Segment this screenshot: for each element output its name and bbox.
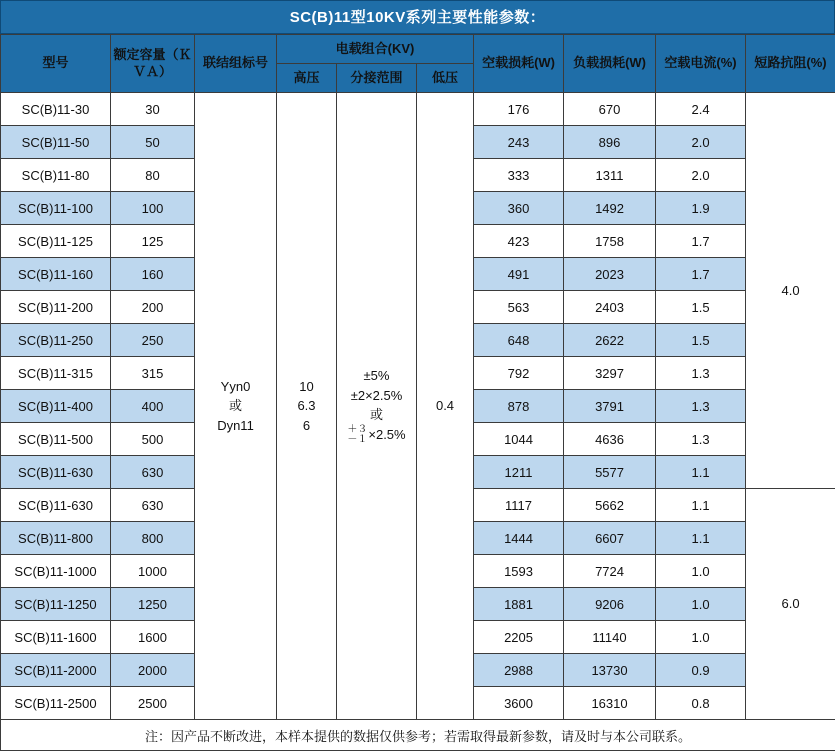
cell-no-load-current: 2.4 xyxy=(656,93,746,126)
cell-no-load-loss: 3600 xyxy=(474,687,564,720)
cell-load-loss: 5662 xyxy=(564,489,656,522)
cell-load-loss: 1311 xyxy=(564,159,656,192)
cell-load-loss: 896 xyxy=(564,126,656,159)
cell-capacity: 125 xyxy=(111,225,195,258)
cell-load-loss: 670 xyxy=(564,93,656,126)
cell-no-load-loss: 243 xyxy=(474,126,564,159)
cell-model: SC(B)11-100 xyxy=(1,192,111,225)
header-model: 型号 xyxy=(1,35,111,93)
cell-tap-range-merged xyxy=(337,93,417,720)
cell-model: SC(B)11-1600 xyxy=(1,621,111,654)
cell-no-load-loss: 563 xyxy=(474,291,564,324)
cell-load-loss: 6607 xyxy=(564,522,656,555)
tap-range-fraction-top: ＋３ xyxy=(347,425,367,436)
cell-no-load-loss: 491 xyxy=(474,258,564,291)
cell-no-load-current: 1.1 xyxy=(656,522,746,555)
cell-capacity: 1600 xyxy=(111,621,195,654)
cell-model: SC(B)11-800 xyxy=(1,522,111,555)
spec-table xyxy=(0,34,835,751)
cell-model: SC(B)11-400 xyxy=(1,390,111,423)
tap-range-fraction xyxy=(347,425,367,446)
cell-no-load-current: 1.3 xyxy=(656,423,746,456)
cell-no-load-current: 1.5 xyxy=(656,291,746,324)
cell-model: SC(B)11-1250 xyxy=(1,588,111,621)
cell-connection-merged xyxy=(195,93,277,720)
cell-no-load-loss: 1593 xyxy=(474,555,564,588)
cell-no-load-current: 2.0 xyxy=(656,126,746,159)
cell-model: SC(B)11-500 xyxy=(1,423,111,456)
header-load-loss: 负载损耗(W) xyxy=(564,35,656,93)
cell-capacity: 2000 xyxy=(111,654,195,687)
cell-capacity: 315 xyxy=(111,357,195,390)
cell-load-loss: 5577 xyxy=(564,456,656,489)
cell-model: SC(B)11-2500 xyxy=(1,687,111,720)
tap-range-line-4 xyxy=(337,425,416,446)
cell-model: SC(B)11-50 xyxy=(1,126,111,159)
cell-no-load-current: 1.7 xyxy=(656,258,746,291)
table-body xyxy=(1,93,835,751)
cell-model: SC(B)11-2000 xyxy=(1,654,111,687)
footnote-text: 注：因产品不断改进，本样本提供的数据仅供参考；若需取得最新参数，请及时与本公司联系。 xyxy=(1,720,835,751)
page-title: SC(B)11型10KV系列主要性能参数： xyxy=(0,0,835,34)
cell-no-load-current: 1.3 xyxy=(656,357,746,390)
header-connection: 联结组标号 xyxy=(195,35,277,93)
cell-capacity: 500 xyxy=(111,423,195,456)
cell-no-load-loss: 1444 xyxy=(474,522,564,555)
header-no-load-current: 空载电流(%) xyxy=(656,35,746,93)
connection-line-1: Yyn0 xyxy=(195,377,276,397)
cell-load-loss: 3297 xyxy=(564,357,656,390)
cell-capacity: 400 xyxy=(111,390,195,423)
cell-model: SC(B)11-315 xyxy=(1,357,111,390)
cell-model: SC(B)11-125 xyxy=(1,225,111,258)
header-voltage-group: 电载组合(KV) xyxy=(277,35,474,64)
cell-no-load-current: 1.1 xyxy=(656,489,746,522)
cell-capacity: 80 xyxy=(111,159,195,192)
cell-load-loss: 9206 xyxy=(564,588,656,621)
cell-no-load-loss: 2988 xyxy=(474,654,564,687)
table-row xyxy=(1,93,835,126)
connection-line-2: 或 xyxy=(195,396,276,416)
tap-range-line-1: ±5% xyxy=(337,366,416,386)
cell-load-loss: 3791 xyxy=(564,390,656,423)
cell-no-load-current: 1.0 xyxy=(656,588,746,621)
tap-range-fraction-tail: ×2.5% xyxy=(368,427,405,442)
cell-capacity: 250 xyxy=(111,324,195,357)
cell-capacity: 630 xyxy=(111,456,195,489)
cell-load-loss: 2403 xyxy=(564,291,656,324)
cell-capacity: 1000 xyxy=(111,555,195,588)
cell-no-load-current: 0.9 xyxy=(656,654,746,687)
tap-range-line-3: 或 xyxy=(337,405,416,425)
high-voltage-line-2: 6.3 xyxy=(277,396,336,416)
header-low-voltage: 低压 xyxy=(417,64,474,93)
cell-no-load-loss: 1044 xyxy=(474,423,564,456)
cell-no-load-current: 1.1 xyxy=(656,456,746,489)
cell-no-load-current: 1.9 xyxy=(656,192,746,225)
cell-load-loss: 2622 xyxy=(564,324,656,357)
header-short-circuit-impedance: 短路抗阻(%) xyxy=(746,35,835,93)
cell-load-loss: 13730 xyxy=(564,654,656,687)
cell-no-load-current: 2.0 xyxy=(656,159,746,192)
cell-no-load-loss: 2205 xyxy=(474,621,564,654)
cell-no-load-current: 1.5 xyxy=(656,324,746,357)
cell-no-load-loss: 360 xyxy=(474,192,564,225)
footnote-row xyxy=(1,720,835,751)
cell-model: SC(B)11-630 xyxy=(1,489,111,522)
cell-no-load-loss: 648 xyxy=(474,324,564,357)
cell-capacity: 800 xyxy=(111,522,195,555)
cell-capacity: 200 xyxy=(111,291,195,324)
cell-model: SC(B)11-200 xyxy=(1,291,111,324)
tap-range-fraction-bottom: －１ xyxy=(347,435,367,446)
cell-no-load-current: 0.8 xyxy=(656,687,746,720)
cell-load-loss: 4636 xyxy=(564,423,656,456)
cell-low-voltage-merged: 0.4 xyxy=(417,93,474,720)
cell-model: SC(B)11-1000 xyxy=(1,555,111,588)
cell-capacity: 1250 xyxy=(111,588,195,621)
cell-model: SC(B)11-80 xyxy=(1,159,111,192)
header-tap-range: 分接范围 xyxy=(337,64,417,93)
cell-model: SC(B)11-30 xyxy=(1,93,111,126)
cell-capacity: 2500 xyxy=(111,687,195,720)
cell-no-load-current: 1.3 xyxy=(656,390,746,423)
cell-no-load-loss: 333 xyxy=(474,159,564,192)
cell-no-load-loss: 1881 xyxy=(474,588,564,621)
cell-load-loss: 7724 xyxy=(564,555,656,588)
cell-no-load-current: 1.0 xyxy=(656,555,746,588)
cell-model: SC(B)11-630 xyxy=(1,456,111,489)
cell-model: SC(B)11-160 xyxy=(1,258,111,291)
cell-load-loss: 16310 xyxy=(564,687,656,720)
connection-line-3: Dyn11 xyxy=(195,416,276,436)
cell-no-load-loss: 176 xyxy=(474,93,564,126)
cell-no-load-loss: 423 xyxy=(474,225,564,258)
cell-impedance-group-1: 4.0 xyxy=(746,93,835,489)
high-voltage-line-3: 6 xyxy=(277,416,336,436)
cell-capacity: 160 xyxy=(111,258,195,291)
table-header xyxy=(1,35,835,93)
cell-high-voltage-merged xyxy=(277,93,337,720)
cell-no-load-current: 1.7 xyxy=(656,225,746,258)
cell-no-load-loss: 1211 xyxy=(474,456,564,489)
cell-load-loss: 2023 xyxy=(564,258,656,291)
cell-impedance-group-2: 6.0 xyxy=(746,489,835,720)
cell-load-loss: 1492 xyxy=(564,192,656,225)
header-capacity: 额定容量（ＫＶＡ） xyxy=(111,35,195,93)
cell-capacity: 630 xyxy=(111,489,195,522)
high-voltage-line-1: 10 xyxy=(277,377,336,397)
header-no-load-loss: 空载损耗(W) xyxy=(474,35,564,93)
tap-range-line-2: ±2×2.5% xyxy=(337,386,416,406)
cell-no-load-current: 1.0 xyxy=(656,621,746,654)
cell-capacity: 100 xyxy=(111,192,195,225)
cell-load-loss: 1758 xyxy=(564,225,656,258)
cell-capacity: 30 xyxy=(111,93,195,126)
header-high-voltage: 高压 xyxy=(277,64,337,93)
cell-no-load-loss: 792 xyxy=(474,357,564,390)
cell-capacity: 50 xyxy=(111,126,195,159)
cell-no-load-loss: 878 xyxy=(474,390,564,423)
cell-model: SC(B)11-250 xyxy=(1,324,111,357)
cell-no-load-loss: 1117 xyxy=(474,489,564,522)
cell-load-loss: 11140 xyxy=(564,621,656,654)
